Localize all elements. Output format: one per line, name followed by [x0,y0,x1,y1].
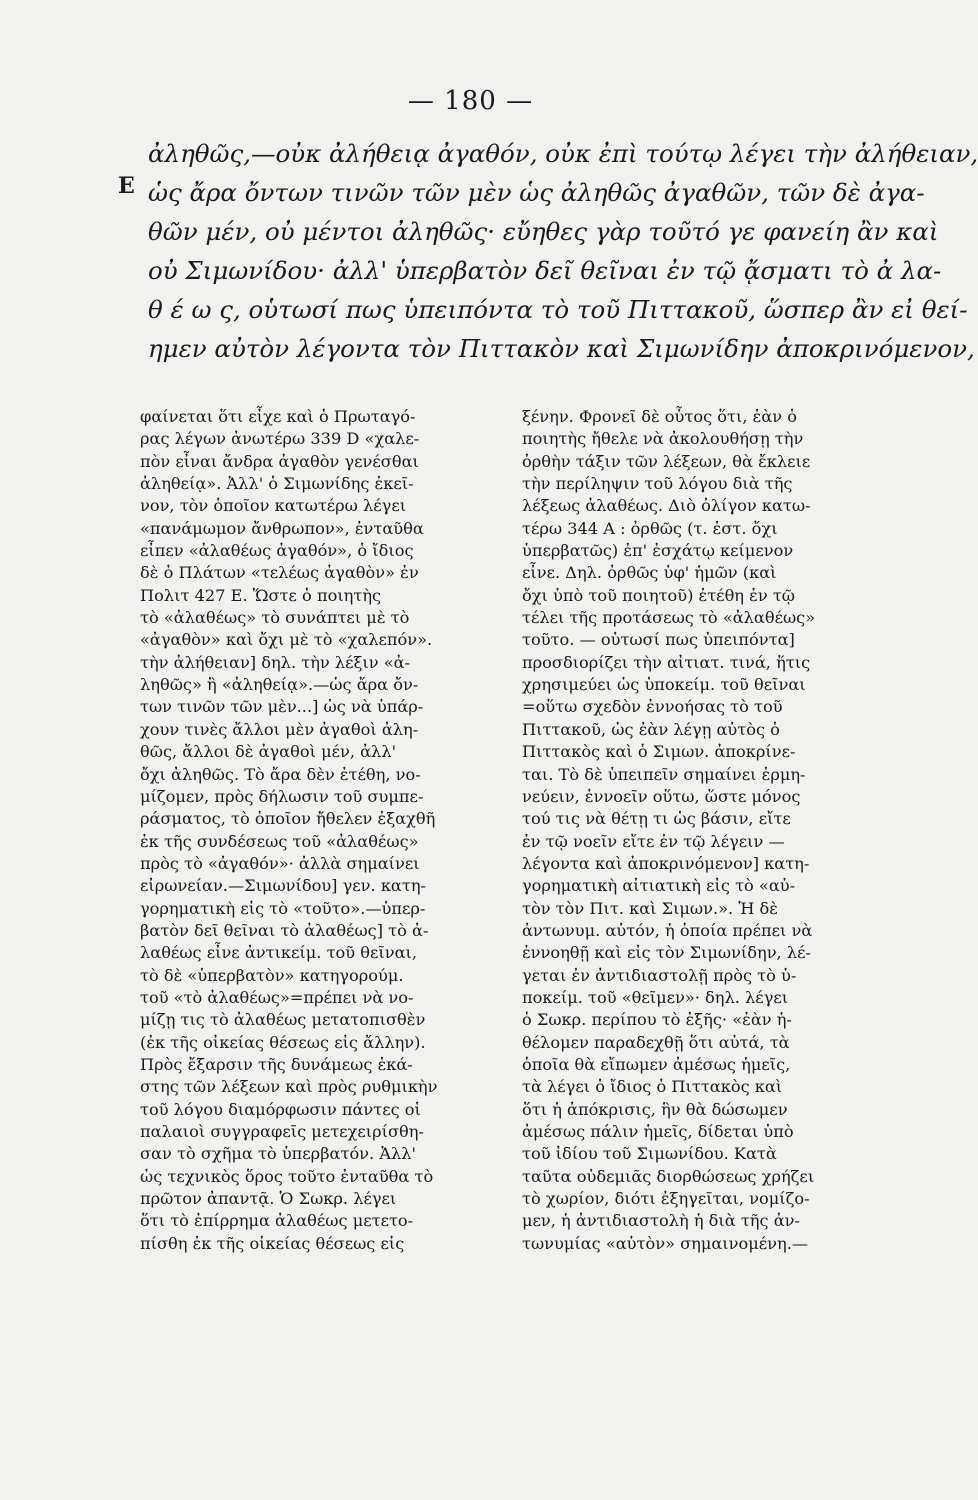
commentary-line: τὴν ἀλήθειαν] δηλ. τὴν λέξιν «ἀ- [140,652,411,672]
commentary-line: τοῦ ἰδίου τοῦ Σιμωνίδου. Κατὰ [522,1144,777,1164]
commentary-line: ἐκ τῆς συνδέσεως τοῦ «ἀλαθέως» [140,831,419,851]
commentary-line: θῶς, ἄλλοι δὲ ἀγαθοὶ μέν, ἀλλ' [140,742,397,762]
commentary-line: τοῦτο. — οὑτωσί πως ὑπειπόντα] [522,630,795,650]
commentary-line: ὁποῖα θὰ εἴπωμεν ἀμέσως ἡμεῖς, [522,1054,791,1074]
commentary-line: πρῶτον ἀπαντᾷ. Ὁ Σωκρ. λέγει [140,1189,397,1209]
commentary-line: πίσθη ἐκ τῆς οἰκείας θέσεως εἰς [140,1233,405,1253]
commentary-line: ὄχι ὑπὸ τοῦ ποιητοῦ) ἐτέθη ἐν τῷ [522,585,795,605]
commentary-line: ἐννοηθῇ καὶ εἰς τὸν Σιμωνίδην, λέ- [522,943,811,963]
commentary-line: λέγοντα καὶ ἀποκρινόμενον] κατη- [522,853,810,873]
commentary-line: ποιητὴς ἤθελε νὰ ἀκολουθήσῃ τὴν [522,429,804,449]
commentary-line: τοῦ λόγου διαμόρφωσιν πάντες οἱ [140,1099,421,1119]
commentary-line: τὸ δὲ «ὑπερβατὸν» κατηγορούμ. [140,965,404,985]
commentary-line: ὅτι τὸ ἐπίρρημα ἀλαθέως μετετο- [140,1211,414,1231]
commentary-line: ρας λέγων ἀνωτέρω 339 D «χαλε- [140,429,420,449]
commentary-line: σαν τὸ σχῆμα τὸ ὑπερβατόν. Ἀλλ' [140,1144,416,1164]
commentary-line: ται. Τὸ δὲ ὑπειπεῖν σημαίνει ἑρμη- [522,764,806,784]
commentary-line: ταῦτα οὐδεμιᾶς διορθώσεως χρήζει [522,1166,815,1186]
commentary-line: τὸν τὸν Πιτ. καὶ Σιμων.». Ἡ δὲ [522,898,778,918]
margin-marker: E [118,173,135,199]
commentary-line: ράσματος, τὸ ὁποῖον ἤθελεν ἐξαχθῆ [140,809,436,829]
page-number: — 180 — [407,86,534,116]
commentary-line: των τινῶν τῶν μὲν...] ὡς νὰ ὑπάρ- [140,697,424,717]
main-text-line: ημεν αὐτὸν λέγοντα τὸν Πιττακὸν καὶ Σιμωνίδην ἀποκρινόμενον, [148,334,975,363]
main-text-line: θῶν μέν, οὐ μέντοι ἀληθῶς· εὔηθες γὰρ τοῦτό γε φανείη ἂν καὶ [148,217,939,246]
commentary-line: τὸ χωρίον, διότι ἐξηγεῖται, νομίζο- [522,1189,810,1209]
commentary-line: εἶπεν «ἀλαθέως ἀγαθόν», ὁ ἴδιος [140,541,414,561]
commentary-line: τοῦ «τὸ ἀλαθέως»=πρέπει νὰ νο- [140,987,414,1007]
commentary-line: βατὸν δεῖ θεῖναι τὸ ἀλαθέως] τὸ ἀ- [140,920,429,940]
commentary-line: παλαιοὶ συγγραφεῖς μετεχειρίσθη- [140,1122,424,1141]
commentary-line: λαθέως εἶνε ἀντικείμ. τοῦ θεῖναι, [140,943,418,963]
commentary-line: φαίνεται ὅτι εἶχε καὶ ὁ Πρωταγό- [140,407,416,426]
commentary-line: ἀληθείᾳ». Ἀλλ' ὁ Σιμωνίδης ἐκεῖ- [140,474,414,494]
commentary-line: εἶνε. Δηλ. ὀρθῶς ὑφ' ἡμῶν (καὶ [522,563,777,583]
commentary-line: τὸ «ἀλαθέως» τὸ συνάπτει μὲ τὸ [140,608,410,628]
commentary-line: Πρὸς ἔξαρσιν τῆς δυνάμεως ἑκά- [140,1054,413,1074]
commentary-line: ἀντωνυμ. αὐτόν, ἡ ὁποία πρέπει νὰ [522,920,813,940]
commentary-line: ἐν τῷ νοεῖν εἴτε ἐν τῷ λέγειν — [522,831,785,851]
commentary-line: «πανάμωμον ἄνθρωπον», ἐνταῦθα [140,518,424,538]
commentary-line: νον, τὸν ὁποῖον κατωτέρω λέγει [140,496,407,516]
commentary-line: νεύειν, ἐννοεῖν οὕτω, ὥστε μόνος [522,786,801,806]
commentary-line: πρὸς τὸ «ἀγαθόν»· ἀλλὰ σημαίνει [140,853,420,873]
main-text-line: ἀληθῶς,—οὐκ ἀλήθειᾳ ἀγαθόν, οὐκ ἐπὶ τούτῳ λέγει τὴν ἀλήθειαν, [148,139,978,168]
commentary-line: ὁ Σωκρ. περίπου τὸ ἑξῆς· «ἐὰν ἡ- [522,1010,792,1030]
commentary-line: μεν, ἡ ἀντιδιαστολὴ ἡ διὰ τῆς ἀν- [522,1211,800,1231]
commentary-line: (ἐκ τῆς οἰκείας θέσεως εἰς ἄλλην). [140,1032,426,1052]
commentary-line: γεται ἐν ἀντιδιαστολῇ πρὸς τὸ ὑ- [522,965,797,985]
commentary-line: προσδιορίζει τὴν αἰτιατ. τινά, ἥτις [522,652,811,672]
commentary-line: ὀρθὴν τάξιν τῶν λέξεων, θὰ ἔκλειε [522,451,811,471]
commentary-line: Πιττακοῦ, ὡς ἐὰν λέγῃ αὐτὸς ὁ [522,719,780,739]
commentary-line: γορηματικὴ εἰς τὸ «τοῦτο».—ὑπερ- [140,898,426,918]
main-text-line: θ έ ω ς, οὑτωσί πως ὑπειπόντα τὸ τοῦ Πιττακοῦ, ὥσπερ ἂν εἰ θεί- [148,295,968,324]
main-text-line: ὡς ἄρα ὄντων τινῶν τῶν μὲν ὡς ἀληθῶς ἀγαθῶν, τῶν δὲ ἀγα- [148,178,925,207]
commentary-line: γορηματικὴ αἰτιατικὴ εἰς τὸ «αὐ- [522,876,796,896]
commentary-line: ποκείμ. τοῦ «θεῖμεν»· δηλ. λέγει [522,987,789,1007]
commentary-line: μίζομεν, πρὸς δήλωσιν τοῦ συμπε- [140,786,424,806]
commentary-line: ληθῶς» ἢ «ἀληθείᾳ».—ὡς ἄρα ὄν- [140,675,419,695]
commentary-line: τού τις νὰ θέτῃ τι ὡς βάσιν, εἴτε [522,809,791,829]
main-text-line: οὐ Σιμωνίδου· ἀλλ' ὑπερβατὸν δεῖ θεῖναι ἐν τῷ ᾄσματι τὸ ἀ λα- [148,256,942,285]
commentary-line: ὡς τεχνικὸς ὅρος τοῦτο ἐνταῦθα τὸ [140,1166,434,1186]
commentary-line: ὅτι ἡ ἀπόκρισις, ἣν θὰ δώσωμεν [522,1099,788,1119]
commentary-line: πὸν εἶναι ἄνδρα ἀγαθὸν γενέσθαι [140,451,419,471]
commentary-line: τέλει τῆς προτάσεως τὸ «ἀλαθέως» [522,608,816,628]
commentary-line: δὲ ὁ Πλάτων «τελέως ἀγαθὸν» ἐν [140,563,419,583]
commentary-line: χρησιμεύει ὡς ὑποκείμ. τοῦ θεῖναι [522,675,806,695]
commentary-line: λέξεως ἀλαθέως. Διὸ ὀλίγον κατω- [522,496,811,516]
commentary-line: τὰ λέγει ὁ ἴδιος ὁ Πιττακὸς καὶ [522,1077,783,1097]
commentary-line: τέρω 344 Α : ὀρθῶς (τ. ἐστ. ὄχι [522,518,778,538]
commentary-line: στης τῶν λέξεων καὶ πρὸς ρυθμικὴν [140,1077,438,1097]
main-text [148,134,978,368]
commentary-right-column [522,406,878,1255]
commentary-line: θέλομεν παραδεχθῇ ὅτι αὐτά, τὰ [522,1032,790,1052]
commentary-line: εἰρωνείαν.—Σιμωνίδου] γεν. κατη- [140,876,426,896]
commentary-line: ὄχι ἀληθῶς. Τὸ ἄρα δὲν ἐτέθη, νο- [140,764,421,784]
commentary-line: Πολιτ 427 Ε. Ὥστε ὁ ποιητὴς [140,585,382,605]
commentary-line: Πιττακὸς καὶ ὁ Σιμων. ἀποκρίνε- [522,742,796,762]
commentary-left-column [140,406,490,1255]
commentary-line: ὑπερβατῶς) ἐπ' ἐσχάτῳ κείμενον [522,541,794,561]
commentary-line: ἀμέσως πάλιν ἡμεῖς, δίδεται ὑπὸ [522,1122,794,1141]
commentary-line: χουν τινὲς ἄλλοι μὲν ἀγαθοὶ ἀλη- [140,719,419,739]
commentary-line: τωνυμίας «αὐτὸν» σημαινομένη.— [522,1233,809,1253]
commentary-line: τὴν περίληψιν τοῦ λόγου διὰ τῆς [522,474,793,494]
commentary-line: =οὕτω σχεδὸν ἐννοήσας τὸ τοῦ [522,697,783,717]
commentary-line: «ἀγαθὸν» καὶ ὄχι μὲ τὸ «χαλεπόν». [140,630,433,650]
commentary-line: μίζῃ τις τὸ ἀλαθέως μετατοπισθὲν [140,1010,426,1030]
commentary-line: ξένην. Φρονεῖ δὲ οὗτος ὅτι, ἐὰν ὁ [522,407,797,426]
